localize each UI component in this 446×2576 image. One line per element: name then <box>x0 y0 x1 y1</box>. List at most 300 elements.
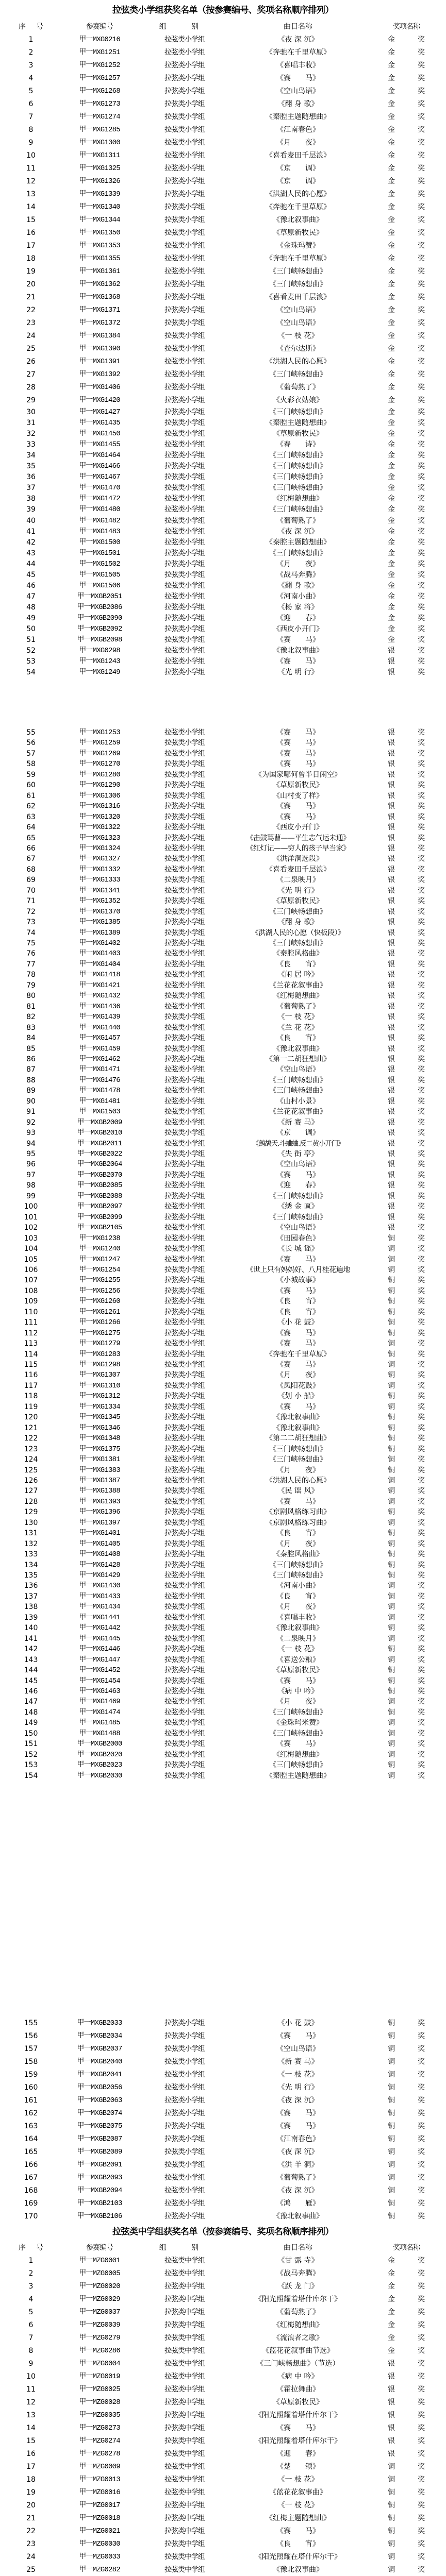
entry-id: 甲一MXG1392 <box>79 370 120 379</box>
table-row <box>0 2043 446 2055</box>
song-title: 《病 中 吟》 <box>277 1687 319 1696</box>
song-title: 《草原新牧民》 <box>273 2398 323 2406</box>
row-number: 38 <box>26 495 36 503</box>
row-number: 94 <box>26 1140 36 1148</box>
song-title: 《赛 马》 <box>276 1256 320 1264</box>
entry-id: 甲一MXG1505 <box>79 571 120 579</box>
row-number: 22 <box>26 2527 36 2535</box>
group-name: 拉弦类小学组 <box>164 1666 205 1674</box>
award-name: 金 奖 <box>388 430 425 438</box>
group-name: 拉弦类中学组 <box>164 2398 205 2406</box>
group-name: 拉弦类小学组 <box>164 625 205 633</box>
song-title: 《第二二胡狂想曲》 <box>266 1434 331 1443</box>
row-number: 146 <box>24 1687 38 1696</box>
entry-id: 甲一MXG1247 <box>79 1256 120 1264</box>
award-name: 金 奖 <box>388 396 425 404</box>
table-row <box>0 2526 446 2537</box>
table-row <box>0 779 446 791</box>
table-row <box>0 2307 446 2318</box>
table-row <box>0 1191 446 1202</box>
entry-id: 甲一MZG0004 <box>79 2360 120 2368</box>
award-name: 金 奖 <box>388 293 425 301</box>
group-name: 拉弦类小学组 <box>164 1140 205 1148</box>
row-number: 42 <box>26 538 36 547</box>
song-title: 《赛 马》 <box>276 2527 320 2535</box>
group-name: 拉弦类中学组 <box>164 2411 205 2419</box>
entry-id: 甲一MXG1273 <box>79 100 120 108</box>
song-title: 《三门峡畅想曲》 <box>269 484 327 492</box>
group-name: 拉弦类小学组 <box>164 929 205 937</box>
row-number: 10 <box>26 2372 36 2381</box>
row-number: 2 <box>28 2269 34 2278</box>
song-title: 《病 中 吟》 <box>277 2372 319 2381</box>
group-name: 拉弦类小学组 <box>164 1129 205 1137</box>
song-title: 《迎 春》 <box>276 1181 320 1190</box>
award-name: 金 奖 <box>388 139 425 147</box>
table-row <box>0 1233 446 1244</box>
entry-id: 甲一MXG1387 <box>79 1477 120 1485</box>
row-number: 73 <box>26 918 36 926</box>
group-name: 拉弦类小学组 <box>164 1045 205 1053</box>
table-row <box>0 1506 446 1518</box>
entry-id: 甲一MXG1441 <box>79 1614 120 1622</box>
entry-id: 甲一MXG1408 <box>79 1550 120 1558</box>
table-row <box>0 548 446 559</box>
table-row <box>0 1465 446 1476</box>
row-number: 104 <box>24 1245 38 1253</box>
section-title: 拉弦类中学组获奖名单（按参赛编号、奖项名称顺序排列） <box>112 2227 334 2237</box>
group-name: 拉弦类中学组 <box>164 2553 205 2561</box>
song-title: 《失 街 亭》 <box>277 1150 319 1158</box>
entry-id: 甲一MXGB2041 <box>77 2071 122 2079</box>
group-name: 拉弦类小学组 <box>164 451 205 460</box>
entry-id: 甲一MXG1362 <box>79 280 120 289</box>
table-row <box>0 990 446 1002</box>
table-row <box>0 1591 446 1602</box>
award-name: 银 奖 <box>388 929 425 937</box>
award-name: 铜 奖 <box>388 1751 425 1759</box>
table-row <box>0 864 446 875</box>
song-title: 《豫北叙事曲》 <box>273 1624 323 1632</box>
award-name: 铜 奖 <box>388 1614 425 1622</box>
song-title: 《良 宵》 <box>276 1592 320 1601</box>
group-name: 拉弦类小学组 <box>164 1635 205 1643</box>
award-name: 金 奖 <box>388 358 425 366</box>
group-name: 拉弦类小学组 <box>164 2109 205 2117</box>
song-title: 《月 夜》 <box>276 139 320 147</box>
table-row <box>0 1560 446 1571</box>
row-number: 8 <box>28 126 34 134</box>
song-title: 《三门峡畅想曲》（节选） <box>256 2360 340 2368</box>
row-number: 34 <box>26 451 36 460</box>
row-number: 141 <box>24 1635 38 1643</box>
row-number: 169 <box>24 2199 38 2208</box>
song-title: 《月 夜》 <box>276 560 320 568</box>
table-row <box>0 1011 446 1023</box>
table-row <box>0 515 446 527</box>
group-name: 拉弦类小学组 <box>164 1108 205 1116</box>
entry-id: 甲一MXGB2075 <box>77 2122 122 2130</box>
table-row <box>0 1665 446 1676</box>
table-row <box>0 1317 446 1328</box>
group-name: 拉弦类小学组 <box>164 2058 205 2066</box>
song-title: 《三门峡畅想曲》 <box>269 1708 327 1717</box>
award-name: 铜 奖 <box>388 1318 425 1327</box>
song-title: 《河南小曲》 <box>276 592 320 601</box>
group-name: 拉弦类小学组 <box>164 1687 205 1696</box>
award-name: 金 奖 <box>388 345 425 353</box>
song-title: 《京剧风格练习曲》 <box>266 1508 331 1516</box>
award-name: 银 奖 <box>388 781 425 789</box>
award-name: 铜 奖 <box>388 1256 425 1264</box>
entry-id: 甲一MXGB2070 <box>77 1171 122 1179</box>
song-title: 《葡萄熟了》 <box>276 1003 320 1011</box>
award-name: 银 奖 <box>388 771 425 779</box>
group-name: 拉弦类小学组 <box>164 1024 205 1032</box>
header-song: 曲目名称 <box>284 2244 312 2252</box>
song-title: 《三门峡畅想曲》 <box>269 370 327 379</box>
award-name: 铜 奖 <box>388 1245 425 1253</box>
song-title: 《三门峡畅想曲》 <box>269 1730 327 1738</box>
song-title: 《阳光照耀在塔什库尔干》 <box>255 2553 341 2561</box>
group-name: 拉弦类中学组 <box>164 2437 205 2445</box>
group-name: 拉弦类小学组 <box>164 100 205 108</box>
table-row <box>0 2410 446 2421</box>
song-title: 《三门峡畅想曲》 <box>269 1571 327 1580</box>
row-number: 98 <box>26 1181 36 1190</box>
song-title: 《豫北叙事曲》 <box>273 1424 323 1432</box>
award-name: 铜 奖 <box>388 2566 425 2574</box>
song-title: 《喜看麦田千层浪》 <box>266 293 331 301</box>
group-name: 拉弦类小学组 <box>164 802 205 810</box>
group-name: 拉弦类小学组 <box>164 1740 205 1748</box>
group-name: 拉弦类小学组 <box>164 280 205 289</box>
group-name: 拉弦类小学组 <box>164 203 205 211</box>
row-number: 48 <box>26 603 36 612</box>
table-row <box>0 417 446 429</box>
award-name: 铜 奖 <box>388 1498 425 1506</box>
award-name: 铜 奖 <box>388 1719 425 1727</box>
entry-id: 甲一MXGB2097 <box>77 1202 122 1211</box>
award-name: 金 奖 <box>388 538 425 547</box>
table-row <box>0 1528 446 1539</box>
song-title: 《鸿 雁》 <box>276 2199 320 2208</box>
table-row <box>0 2500 446 2511</box>
award-name: 金 奖 <box>388 2282 425 2291</box>
award-name: 银 奖 <box>388 834 425 842</box>
group-name: 拉弦类小学组 <box>164 473 205 481</box>
entry-id: 甲一MXG1418 <box>79 971 120 979</box>
song-title: 《夜 深 沉》 <box>277 2096 319 2105</box>
song-title: 《三门峡畅想曲》 <box>269 473 327 481</box>
table-row <box>0 2435 446 2447</box>
row-number: 24 <box>26 2553 36 2561</box>
entry-id: 甲一MXGB2022 <box>77 1150 122 1158</box>
song-title: 《空山鸟语》 <box>276 319 320 327</box>
award-name: 铜 奖 <box>388 1371 425 1379</box>
group-name: 拉弦类小学组 <box>164 636 205 644</box>
table-row <box>0 1222 446 1233</box>
entry-id: 甲一MXG1341 <box>79 887 120 895</box>
award-name: 银 奖 <box>388 1192 425 1200</box>
song-title: 《迎 春》 <box>276 614 320 622</box>
entry-id: 甲一MXG1384 <box>79 332 120 340</box>
entry-id: 甲一MXG1381 <box>79 1455 120 1464</box>
song-title: 《一 枝 花》 <box>277 2501 319 2510</box>
award-name: 铜 奖 <box>388 1740 425 1748</box>
award-name: 银 奖 <box>388 739 425 747</box>
group-name: 拉弦类小学组 <box>164 1318 205 1327</box>
row-number: 71 <box>26 897 36 905</box>
song-title: 《三门峡畅想曲》 <box>269 505 327 514</box>
row-number: 25 <box>26 2566 36 2574</box>
row-number: 139 <box>24 1614 38 1622</box>
group-name: 拉弦类小学组 <box>164 1508 205 1516</box>
award-name: 银 奖 <box>388 1213 425 1222</box>
entry-id: 甲一MXGB2010 <box>77 1129 122 1137</box>
group-name: 拉弦类小学组 <box>164 419 205 427</box>
header-id: 参赛编号 <box>86 2244 113 2252</box>
row-number: 147 <box>24 1698 38 1706</box>
group-name: 拉弦类小学组 <box>164 1614 205 1622</box>
group-name: 拉弦类小学组 <box>164 332 205 340</box>
entry-id: 甲一MXG1339 <box>79 190 120 198</box>
award-name: 银 奖 <box>388 668 425 676</box>
award-name: 金 奖 <box>388 48 425 57</box>
group-name: 拉弦类小学组 <box>164 1477 205 1485</box>
award-name: 金 奖 <box>388 216 425 224</box>
song-title: 《赛 马》 <box>276 760 320 768</box>
award-name: 铜 奖 <box>388 2174 425 2182</box>
award-name: 铜 奖 <box>388 1487 425 1495</box>
table-row <box>0 493 446 504</box>
table-row <box>0 1696 446 1707</box>
row-number: 62 <box>26 802 36 810</box>
entry-id: 甲一MXG1253 <box>79 728 120 737</box>
group-name: 拉弦类小学组 <box>164 177 205 185</box>
table-row <box>0 2146 446 2158</box>
entry-id: 甲一MXG0216 <box>79 36 120 44</box>
entry-id: 甲一MXG1249 <box>79 668 120 676</box>
row-number: 49 <box>26 614 36 622</box>
entry-id: 甲一MXG1432 <box>79 992 120 1000</box>
group-name: 拉弦类小学组 <box>164 1455 205 1464</box>
group-name: 拉弦类小学组 <box>164 306 205 314</box>
table-row <box>0 1601 446 1613</box>
song-title: 《赛 马》 <box>276 802 320 810</box>
song-title: 《秦腔风格曲》 <box>273 950 323 958</box>
award-name: 铜 奖 <box>388 2122 425 2130</box>
table-row <box>0 304 446 316</box>
row-number: 11 <box>26 164 36 173</box>
award-name: 铜 奖 <box>388 1592 425 1601</box>
entry-id: 甲一MXG1472 <box>79 495 120 503</box>
group-name: 拉弦类小学组 <box>164 1413 205 1421</box>
row-number: 136 <box>24 1582 38 1590</box>
award-name: 金 奖 <box>388 2321 425 2329</box>
group-name: 拉弦类小学组 <box>164 1171 205 1179</box>
row-number: 53 <box>26 657 36 666</box>
award-name: 铜 奖 <box>388 1582 425 1590</box>
table-row <box>0 1369 446 1381</box>
table-row <box>0 1328 446 1339</box>
table-row <box>0 1285 446 1297</box>
award-name: 金 奖 <box>388 319 425 327</box>
row-number: 112 <box>24 1329 38 1337</box>
award-name: 铜 奖 <box>388 2019 425 2027</box>
award-name: 银 奖 <box>388 2450 425 2458</box>
song-title: 《红梅随想曲》 <box>273 495 323 503</box>
song-title: 《三门峡畅想曲》 <box>269 462 327 470</box>
entry-id: 甲一MXG1385 <box>79 918 120 926</box>
row-number: 97 <box>26 1171 36 1179</box>
row-number: 15 <box>26 216 36 224</box>
group-name: 拉弦类中学组 <box>164 2334 205 2342</box>
group-name: 拉弦类小学组 <box>164 571 205 579</box>
song-title: 《楚 颂》 <box>276 2463 320 2471</box>
group-name: 拉弦类小学组 <box>164 1213 205 1222</box>
entry-id: 甲一MXG1372 <box>79 319 120 327</box>
song-title: 《京 调》 <box>276 1129 320 1137</box>
row-number: 126 <box>24 1477 38 1485</box>
row-number: 44 <box>26 560 36 568</box>
entry-id: 甲一MXG1256 <box>79 1287 120 1295</box>
group-name: 拉弦类中学组 <box>164 2360 205 2368</box>
row-number: 58 <box>26 760 36 768</box>
table-row <box>0 558 446 570</box>
song-title: 《世上只有妈妈好、八月桂花遍地 <box>246 1266 350 1274</box>
row-number: 123 <box>24 1445 38 1453</box>
group-name: 拉弦类小学组 <box>164 1181 205 1190</box>
song-title: 《长 城 谣》 <box>277 1245 319 1253</box>
song-title: 《奔驰在千里草原》 <box>266 255 331 263</box>
song-title: 《赛 马》 <box>276 739 320 747</box>
row-number: 144 <box>24 1666 38 1674</box>
award-name: 铜 奖 <box>388 1266 425 1274</box>
entry-id: 甲一MXG1346 <box>79 1424 120 1432</box>
song-title: 《田园春色》 <box>276 1234 320 1243</box>
award-name: 银 奖 <box>388 2398 425 2406</box>
song-title: 《良 宵》 <box>276 1034 320 1042</box>
song-title: 《豫北叙事曲》 <box>273 2212 323 2221</box>
award-name: 银 奖 <box>388 647 425 655</box>
song-title: 《一 枝 花》 <box>277 1013 319 1021</box>
group-name: 拉弦类小学组 <box>164 190 205 198</box>
award-name: 银 奖 <box>388 760 425 768</box>
award-name: 铜 奖 <box>388 2488 425 2497</box>
group-name: 拉弦类小学组 <box>164 792 205 800</box>
song-title: 《阳光照耀着塔什库尔干》 <box>255 2411 341 2419</box>
song-title: 《战马奔腾》 <box>276 571 320 579</box>
entry-id: 甲一MXGB2088 <box>77 1192 122 1200</box>
row-number: 60 <box>26 781 36 789</box>
song-title: 《兰花花叙事曲》 <box>269 981 327 990</box>
group-name: 拉弦类小学组 <box>164 345 205 353</box>
table-header-row <box>0 2242 446 2253</box>
entry-id: 甲一MXG1440 <box>79 1024 120 1032</box>
group-name: 拉弦类小学组 <box>164 36 205 44</box>
entry-id: 甲一MXG1485 <box>79 1719 120 1727</box>
table-row <box>0 1085 446 1096</box>
group-name: 拉弦类小学组 <box>164 430 205 438</box>
song-title: 《喜看麦田千层浪》 <box>266 151 331 160</box>
entry-id: 甲一MXG1401 <box>79 1529 120 1537</box>
group-name: 拉弦类小学组 <box>164 267 205 276</box>
table-row <box>0 2159 446 2171</box>
row-number: 20 <box>26 2501 36 2510</box>
row-number: 13 <box>26 2411 36 2419</box>
song-title: 《赛 马》 <box>276 1287 320 1295</box>
row-number: 80 <box>26 992 36 1000</box>
header-no: 序 号 <box>19 23 43 31</box>
group-name: 拉弦类小学组 <box>164 1571 205 1580</box>
award-name: 银 奖 <box>388 2360 425 2368</box>
row-number: 76 <box>26 950 36 958</box>
table-row <box>0 822 446 833</box>
group-name: 拉弦类小学组 <box>164 1245 205 1253</box>
award-name: 金 奖 <box>388 2257 425 2265</box>
group-name: 拉弦类小学组 <box>164 750 205 758</box>
song-title: 《豫北叙事曲》 <box>273 647 323 655</box>
table-row <box>0 2474 446 2485</box>
group-name: 拉弦类小学组 <box>164 2045 205 2053</box>
entry-id: 甲一MXG1463 <box>79 1687 120 1696</box>
table-row <box>0 1675 446 1687</box>
award-name: 金 奖 <box>388 592 425 601</box>
table-row <box>0 1570 446 1581</box>
group-name: 拉弦类小学组 <box>164 1329 205 1337</box>
entry-id: 甲一MXG1279 <box>79 1340 120 1348</box>
entry-id: 甲一MZG0028 <box>79 2398 120 2406</box>
entry-id: 甲一MZG0273 <box>79 2424 120 2432</box>
row-number: 21 <box>26 2514 36 2522</box>
award-name: 金 奖 <box>388 582 425 590</box>
table-row <box>0 2255 446 2266</box>
award-name: 金 奖 <box>388 2347 425 2355</box>
row-number: 37 <box>26 484 36 492</box>
entry-id: 甲一MZG0286 <box>79 2347 120 2355</box>
song-title: 《京 调》 <box>276 164 320 173</box>
award-name: 金 奖 <box>388 113 425 121</box>
award-name: 银 奖 <box>388 950 425 958</box>
group-name: 拉弦类小学组 <box>164 383 205 392</box>
row-number: 162 <box>24 2109 38 2117</box>
entry-id: 甲一MZG0020 <box>79 2282 120 2291</box>
table-row <box>0 2564 446 2575</box>
entry-id: 甲一MXG1238 <box>79 1234 120 1243</box>
row-number: 17 <box>26 2463 36 2471</box>
table-row <box>0 1485 446 1497</box>
group-name: 拉弦类小学组 <box>164 2174 205 2182</box>
award-name: 银 奖 <box>388 887 425 895</box>
table-row <box>0 895 446 907</box>
table-row <box>0 395 446 406</box>
row-number: 65 <box>26 834 36 842</box>
song-title: 《战马奔腾》 <box>276 2269 320 2278</box>
award-name: 铜 奖 <box>388 2109 425 2117</box>
row-number: 47 <box>26 592 36 601</box>
entry-id: 甲一MXG1388 <box>79 1487 120 1495</box>
table-row <box>0 2069 446 2080</box>
row-number: 72 <box>26 908 36 916</box>
award-name: 铜 奖 <box>388 1677 425 1685</box>
song-title: 《翻 身 歌》 <box>277 100 319 108</box>
song-title: 《赛 马》 <box>276 728 320 737</box>
table-row <box>0 634 446 646</box>
entry-id: 甲一MXG1430 <box>79 1582 120 1590</box>
table-row <box>0 2422 446 2434</box>
award-name: 铜 奖 <box>388 1276 425 1284</box>
